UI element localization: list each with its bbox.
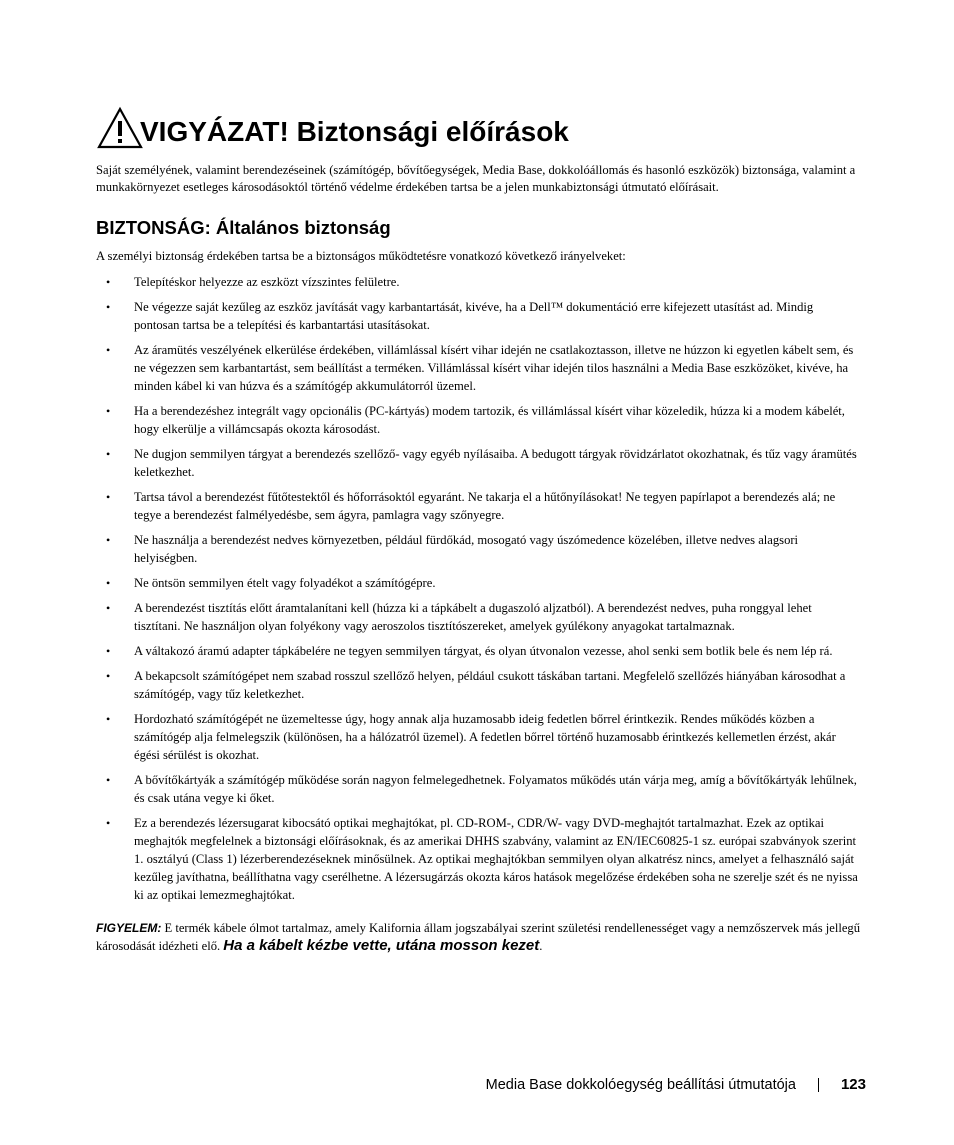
note-text: E termék kábele ólmot tartalmaz, amely Kalifornia állam jogszabályai szerint születési rendellenességet vagy a nemzőszervek más jellegű károsodását idézheti elő. [96, 921, 861, 953]
lead-paragraph: A személyi biztonság érdekében tartsa be a biztonságos működtetésre vonatkozó következő irányelveket: [96, 249, 626, 263]
section-heading: BIZTONSÁG: Általános biztonság [96, 217, 391, 238]
bullet-text: Ne használja a berendezést nedves környezetben, például fürdőkád, mosogató vagy úszómedence közelében, illetve nedves alagsori helyiségben. [134, 533, 799, 565]
bullet-item [96, 599, 858, 635]
bullet-item [96, 710, 858, 764]
safety-bullet-list [96, 273, 858, 911]
page-footer [486, 1076, 866, 1093]
bullet-dot: • [106, 404, 111, 418]
bullet-dot: • [106, 669, 111, 683]
bullet-dot: • [106, 447, 111, 461]
bullet-item [96, 402, 858, 438]
bullet-text: Ne végezze saját kezűleg az eszköz javítását vagy karbantartását, kivéve, ha a Dell™ dokumentáció erre kifejezett utasítást ad. Mindig pontosan tartsa be a telepítési és karbantartási utasításokat. [134, 300, 814, 332]
bullet-text: A váltakozó áramú adapter tápkábelére ne tegyen semmilyen tárgyat, és olyan útvonalon vezesse, ahol senki sem botlik bele és nem lép rá. [134, 644, 833, 658]
page-number: 123 [840, 1076, 866, 1093]
bullet-item [96, 642, 858, 660]
bullet-text: Hordozható számítógépét ne üzemeltesse úgy, hogy annak alja huzamosabb ideig fedetlen bőrrel érintkezik. Rendes működés közben a számítógép alja felmelegszik (különösen, ha a hálózatról üzemel). A fedetlen bőrrel történő huzamosabb érintkezés kellemetlen érzést, akár égési sérülést is okozhat. [134, 712, 836, 762]
page-title: VIGYÁZAT! Biztonsági előírások [140, 116, 569, 147]
bullet-item [96, 273, 858, 291]
bullet-dot: • [106, 773, 111, 787]
bullet-item [96, 771, 858, 807]
bullet-item [96, 667, 858, 703]
bullet-item [96, 341, 858, 395]
lead-warning-note [96, 919, 866, 955]
bullet-dot: • [106, 816, 111, 830]
bullet-text: Tartsa távol a berendezést fűtőtestektől és hőforrásoktól egyaránt. Ne takarja el a hűtőnyílásokat! Ne tegyen papírlapot a berendezés alá; ne tegye a berendezést falmélyedésbe, sem ágyra, pamlagra vagy szőnyegre. [134, 490, 836, 522]
bullet-item [96, 488, 858, 524]
bullet-text: Az áramütés veszélyének elkerülése érdekében, villámlással kísért vihar idején ne csatlakoztasson, illetve ne húzzon ki egyetlen kábelt sem, és ne végezzen sem karbantartást, sem beállítást a terméken. Villámlással kísért vihar idején tilos használni a Media Base eszközöket, kivéve, ha minden kábel ki van húzva és a számítógép akkumulátorról üzemel. [134, 343, 854, 393]
warning-triangle-icon [96, 106, 144, 150]
bullet-dot: • [106, 275, 111, 289]
bullet-text: A berendezést tisztítás előtt áramtalanítani kell (húzza ki a tápkábelt a dugaszoló aljzatból). A berendezést nedves, puha ronggyal lehet tisztítani. Ne használjon olyan folyékony vagy aeroszolos tisztítószereket, amelyek gyúlékony anyagokat tartalmaznak. [134, 601, 812, 633]
note-label: FIGYELEM: [96, 921, 162, 935]
footer-doc-title: Media Base dokkolóegység beállítási útmutatója [485, 1076, 796, 1093]
bullet-text: Ez a berendezés lézersugarat kibocsátó optikai meghajtókat, pl. CD-ROM-, CDR/W- vagy DVD-meghajtót tartalmazhat. Ezek az optikai meghajtók megfelelnek a biztonsági előírásoknak, és az amerikai DHHS szabvány, valamint az EN/IEC60825-1 sz. európai szabványok szerint 1. osztályú (Class 1) lézerberendezéseknek minősülnek. Az optikai meghajtókban semmilyen olyan alkatrész nincs, amelyet a felhasználó saját kezűleg javíthatna, beállíthatna vagy cserélhetne. A lézersugárzás okozta káros hatások megelőzése érdekében soha ne szerelje szét és ne nyissa ki az optikai lemezmeghajtókat. [134, 816, 858, 902]
bullet-dot: • [106, 343, 111, 357]
note-emphasis: Ha a kábelt kézbe vette, utána mosson kezet [223, 937, 540, 954]
bullet-dot: • [106, 490, 111, 504]
bullet-dot: • [106, 533, 111, 547]
bullet-item [96, 814, 858, 904]
bullet-dot: • [106, 576, 111, 590]
bullet-text: Telepítéskor helyezze az eszközt vízszintes felületre. [134, 275, 400, 289]
bullet-text: A bekapcsolt számítógépet nem szabad rosszul szellőző helyen, például csukott táskában tartani. Megfelelő szellőzés hiányában károsodhat a számítógép, vagy tűz keletkezhet. [134, 669, 846, 701]
bullet-dot: • [106, 712, 111, 726]
bullet-text: Ne öntsön semmilyen ételt vagy folyadékot a számítógépre. [134, 576, 436, 590]
bullet-item [96, 574, 858, 592]
bullet-item [96, 531, 858, 567]
bullet-dot: • [106, 601, 111, 615]
page-header [96, 106, 569, 150]
bullet-text: A bővítőkártyák a számítógép működése során nagyon felmelegedhetnek. Folyamatos működés után várja meg, amíg a bővítőkártyák lehűlnek, és csak utána vegye ki őket. [134, 773, 857, 805]
bullet-dot: • [106, 644, 111, 658]
intro-paragraph: Saját személyének, valamint berendezéseinek (számítógép, bővítőegységek, Media Base, dokkolóállomás és hasonló eszközök) biztonsága, valamint a munkakörnyezet esetleges károsodásoktól történő védelme érdekében tartsa be a jelen munkabiztonsági útmutató előírásait. [96, 163, 856, 194]
bullet-text: Ha a berendezéshez integrált vagy opcionális (PC-kártyás) modem tartozik, és villámlással kísért vihar közeledik, húzza ki a modem kábelét, hogy elkerülje a villámcsapás okozta károsodást. [134, 404, 845, 436]
bullet-text: Ne dugjon semmilyen tárgyat a berendezés szellőző- vagy egyéb nyílásaiba. A bedugott tárgyak rövidzárlatot okozhatnak, és tűz vagy áramütés keletkezhet. [134, 447, 857, 479]
bullet-dot: • [106, 300, 111, 314]
footer-divider [818, 1078, 819, 1092]
note-end: . [539, 939, 543, 953]
bullet-item [96, 445, 858, 481]
bullet-item [96, 298, 858, 334]
